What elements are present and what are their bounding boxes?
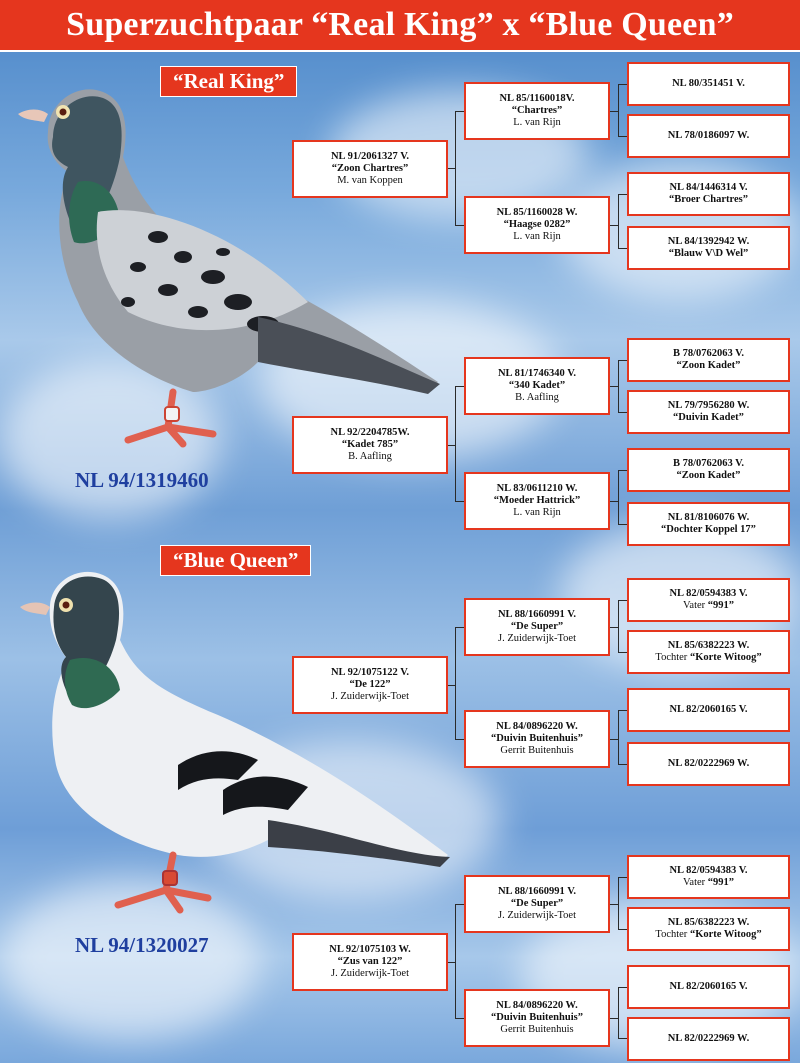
pedigree-box-blue-queen-mmm: NL 82/0222969 W. bbox=[627, 1017, 790, 1061]
connector-line bbox=[618, 1038, 627, 1039]
connector-line bbox=[618, 194, 619, 249]
pedigree-box-blue-queen-mother: NL 92/1075103 W. “Zus van 122” J. Zuiderwijk-Toet bbox=[292, 933, 448, 991]
connector-line bbox=[455, 904, 456, 1019]
connector-line bbox=[618, 470, 619, 525]
connector-line bbox=[618, 470, 627, 471]
pigeon-real-king-illustration bbox=[8, 62, 448, 462]
connector-line bbox=[455, 225, 464, 226]
connector-line bbox=[455, 904, 464, 905]
real-king-name-tag: “Real King” bbox=[160, 66, 297, 97]
pedigree-box-real-king-fm: NL 85/1160028 W. “Haagse 0282” L. van Rijn bbox=[464, 196, 610, 254]
pedigree-box-real-king-mff: B 78/0762063 V. “Zoon Kadet” bbox=[627, 338, 790, 382]
connector-line bbox=[455, 111, 464, 112]
pedigree-box-blue-queen-mfm: NL 85/6382223 W. Tochter “Korte Witoog” bbox=[627, 907, 790, 951]
pedigree-box-blue-queen-mm: NL 84/0896220 W. “Duivin Buitenhuis” Gerrit Buitenhuis bbox=[464, 989, 610, 1047]
pedigree-box-real-king-mmf: B 78/0762063 V. “Zoon Kadet” bbox=[627, 448, 790, 492]
pedigree-box-blue-queen-fm: NL 84/0896220 W. “Duivin Buitenhuis” Gerrit Buitenhuis bbox=[464, 710, 610, 768]
connector-line bbox=[618, 600, 627, 601]
pedigree-box-real-king-fmf: NL 84/1446314 V. “Broer Chartres” bbox=[627, 172, 790, 216]
pedigree-box-blue-queen-ffm: NL 85/6382223 W. Tochter “Korte Witoog” bbox=[627, 630, 790, 674]
pedigree-box-blue-queen-mmf: NL 82/2060165 V. bbox=[627, 965, 790, 1009]
connector-line bbox=[618, 929, 627, 930]
page-title: Superzuchtpaar “Real King” x “Blue Queen” bbox=[66, 6, 734, 43]
pedigree-box-blue-queen-mf: NL 88/1660991 V. “De Super” J. Zuiderwijk-Toet bbox=[464, 875, 610, 933]
pedigree-box-real-king-fmm: NL 84/1392942 W. “Blauw V\D Wel” bbox=[627, 226, 790, 270]
connector-line bbox=[618, 600, 619, 653]
connector-line bbox=[455, 627, 464, 628]
connector-line bbox=[455, 386, 456, 501]
connector-line bbox=[618, 987, 627, 988]
connector-line bbox=[618, 877, 619, 930]
connector-line bbox=[618, 652, 627, 653]
pigeon-blue-queen-illustration bbox=[8, 565, 458, 925]
connector-line bbox=[455, 1018, 464, 1019]
connector-line bbox=[618, 136, 627, 137]
connector-line bbox=[618, 194, 627, 195]
connector-line bbox=[618, 877, 627, 878]
pedigree-box-real-king-father: NL 91/2061327 V. “Zoon Chartres” M. van Koppen bbox=[292, 140, 448, 198]
pedigree-box-real-king-fff: NL 80/351451 V. bbox=[627, 62, 790, 106]
connector-line bbox=[618, 248, 627, 249]
connector-line bbox=[455, 627, 456, 740]
pedigree-box-blue-queen-fmf: NL 82/2060165 V. bbox=[627, 688, 790, 732]
pedigree-box-blue-queen-father: NL 92/1075122 V. “De 122” J. Zuiderwijk-Toet bbox=[292, 656, 448, 714]
connector-line bbox=[618, 84, 627, 85]
connector-line bbox=[455, 501, 464, 502]
pedigree-box-blue-queen-fff: NL 82/0594383 V. Vater “991” bbox=[627, 578, 790, 622]
pedigree-box-real-king-mf: NL 81/1746340 V. “340 Kadet” B. Aafling bbox=[464, 357, 610, 415]
pedigree-box-real-king-mother: NL 92/2204785W. “Kadet 785” B. Aafling bbox=[292, 416, 448, 474]
title-bar bbox=[0, 0, 800, 52]
pedigree-box-real-king-ff: NL 85/1160018V. “Chartres” L. van Rijn bbox=[464, 82, 610, 140]
connector-line bbox=[455, 111, 456, 225]
real-king-ring-number: NL 94/1319460 bbox=[75, 468, 209, 492]
pedigree-box-blue-queen-mff: NL 82/0594383 V. Vater “991” bbox=[627, 855, 790, 899]
pedigree-box-blue-queen-fmm: NL 82/0222969 W. bbox=[627, 742, 790, 786]
blue-queen-name-tag: “Blue Queen” bbox=[160, 545, 311, 576]
connector-line bbox=[618, 360, 627, 361]
connector-line bbox=[618, 524, 627, 525]
connector-line bbox=[618, 710, 627, 711]
pedigree-box-blue-queen-ff: NL 88/1660991 V. “De Super” J. Zuiderwijk-Toet bbox=[464, 598, 610, 656]
pedigree-box-real-king-mfm: NL 79/7956280 W. “Duivin Kadet” bbox=[627, 390, 790, 434]
pedigree-box-real-king-mmm: NL 81/8106076 W. “Dochter Koppel 17” bbox=[627, 502, 790, 546]
connector-line bbox=[618, 987, 619, 1039]
pedigree-box-real-king-mm: NL 83/0611210 W. “Moeder Hattrick” L. van Rijn bbox=[464, 472, 610, 530]
connector-line bbox=[618, 710, 619, 765]
pedigree-box-real-king-ffm: NL 78/0186097 W. bbox=[627, 114, 790, 158]
connector-line bbox=[455, 386, 464, 387]
connector-line bbox=[455, 739, 464, 740]
connector-line bbox=[618, 360, 619, 413]
connector-line bbox=[618, 412, 627, 413]
connector-line bbox=[618, 84, 619, 137]
connector-line bbox=[618, 764, 627, 765]
blue-queen-ring-number: NL 94/1320027 bbox=[75, 933, 209, 957]
